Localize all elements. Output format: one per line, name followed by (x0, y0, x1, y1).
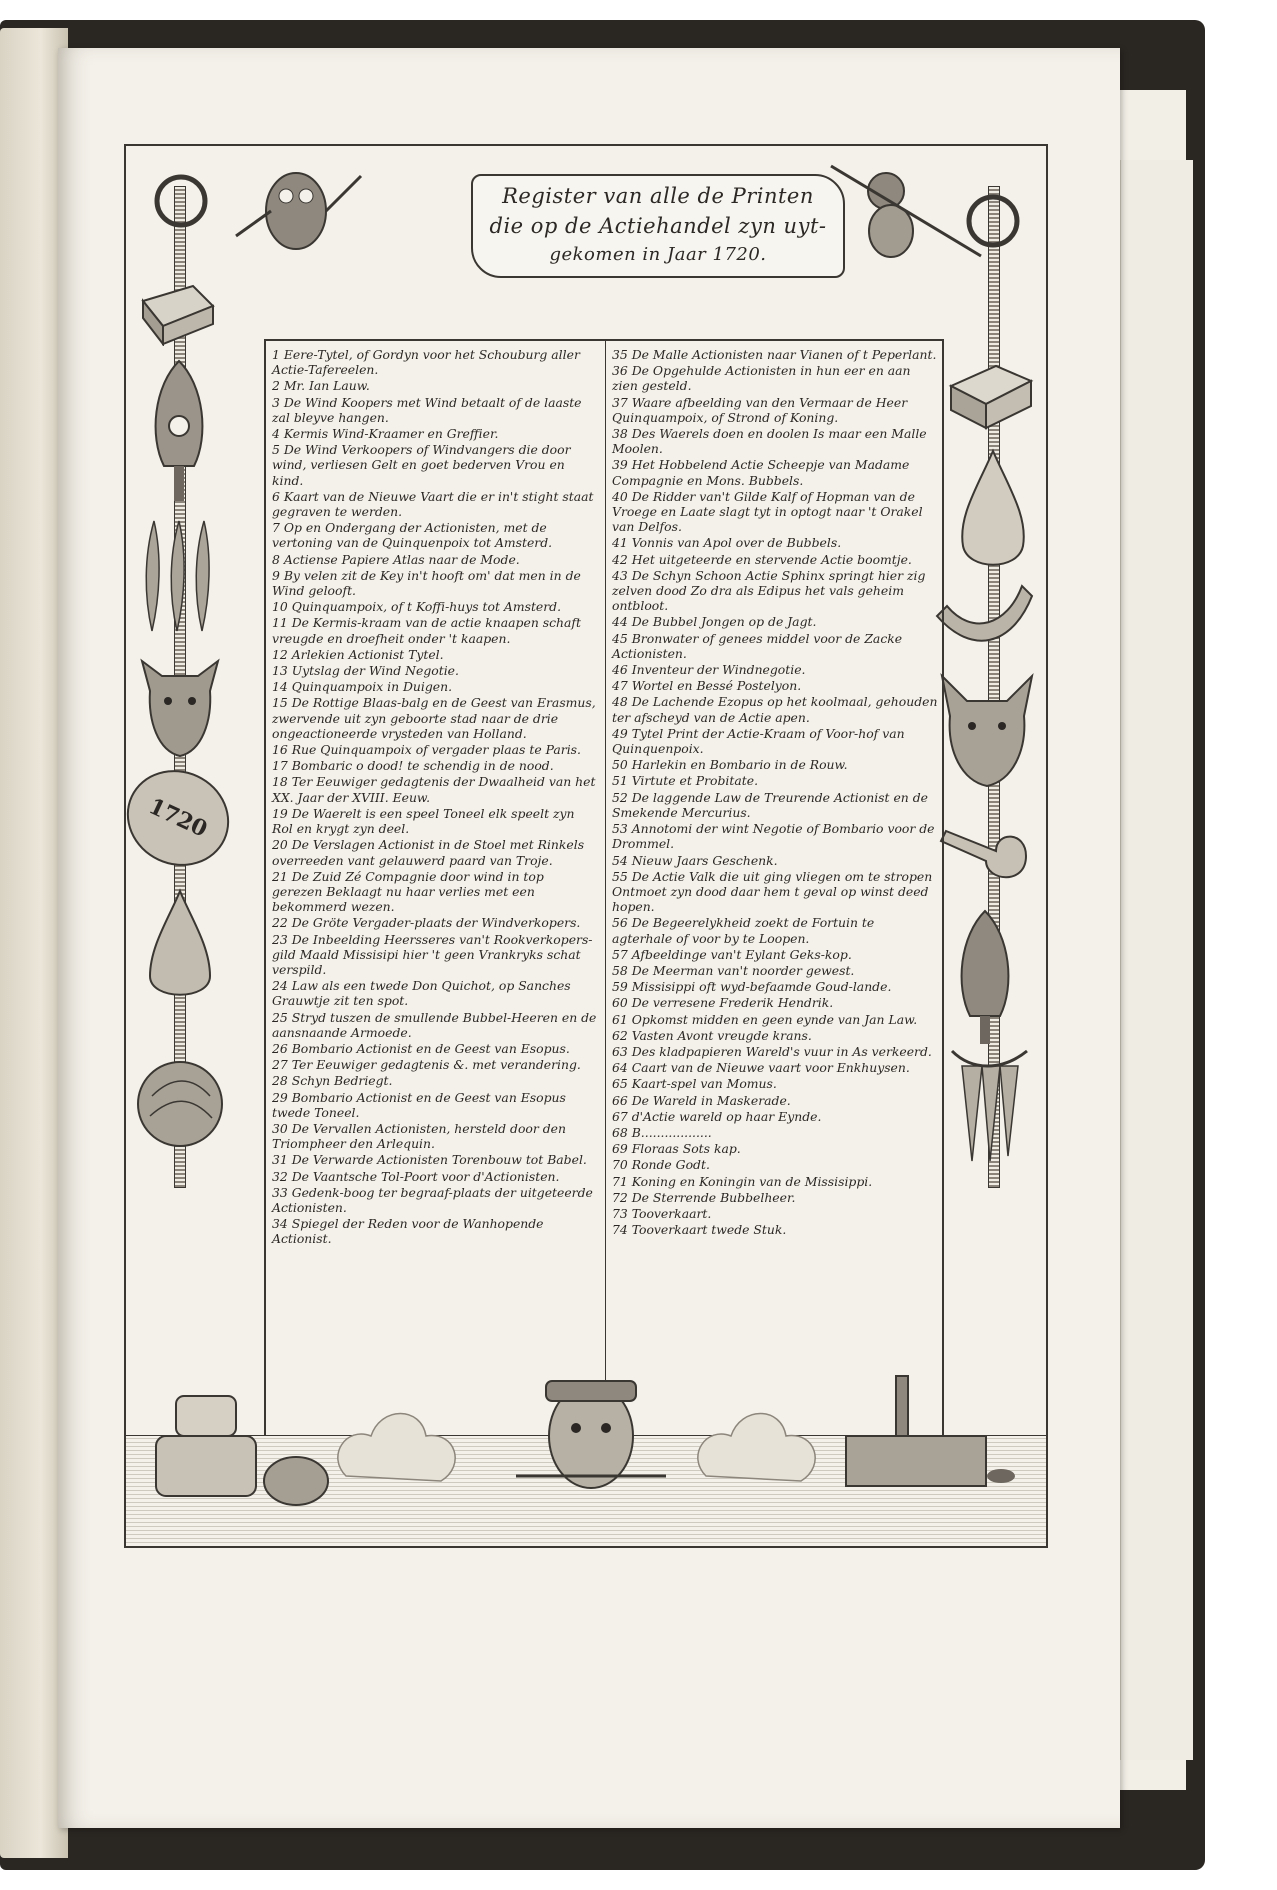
register-entry: 42 Het uitgeteerde en stervende Actie boomtje. (612, 551, 912, 567)
print-register-table (264, 339, 944, 1453)
register-entry: 40 De Ridder van't Gilde Kalf of Hopman van de Vroege en Laate slagt tyt in optogt naar 't Orakel van Delfos. (612, 488, 923, 535)
title-line-1: Register van alle de Printen (502, 184, 814, 208)
register-entry: 25 Stryd tuszen de smullende Bubbel-Heeren en de aansnaande Armoede. (272, 1009, 597, 1040)
register-entry: 47 Wortel en Bessé Postelyon. (612, 678, 802, 694)
register-entry: 10 Quinquampoix, of t Koffi-huys tot Amsterd. (272, 599, 562, 615)
register-entry: 71 Koning en Koningin van de Missisippi. (612, 1173, 873, 1189)
register-entry: 56 De Begeerelykheid zoekt de Fortuin te agterhale of voor by te Loopen. (612, 915, 875, 946)
box-icon (138, 276, 218, 346)
register-entry: 64 Caart van de Nieuwe vaart voor Enkhuysen. (612, 1060, 910, 1076)
register-entry: 17 Bombaric o dood! te schendig in de nood. (272, 758, 554, 774)
register-entry: 33 Gedenk-boog ter begraaf-plaats der uitgeteerde Actionisten. (272, 1184, 593, 1215)
register-entry: 11 De Kermis-kraam van de actie knaapen schaft vreugde en droefheit onder 't kaapen. (272, 615, 581, 646)
register-entry: 13 Uytslag der Wind Negotie. (272, 663, 459, 679)
mousetrap-icon (836, 1366, 1026, 1506)
register-entry: 5 De Wind Verkoopers of Windvangers die door wind, verliesen Gelt en goet bederven Vrou en kind. (272, 442, 571, 488)
register-entry: 6 Kaart van de Nieuwe Vaart die er in't stight staat gegraven te werden. (272, 488, 594, 520)
monkey-icon (826, 156, 986, 266)
medal-date: 1720 (144, 793, 212, 843)
ox-head-icon (132, 651, 228, 761)
register-entry: 24 Law als een twede Don Quichot, op Sanches Grauwtje zit ten spot. (272, 978, 571, 1009)
register-entry: 72 De Sterrende Bubbelheer. (612, 1189, 796, 1205)
register-entry: 73 Tooverkaart. (612, 1205, 712, 1221)
register-entry: 48 De Lachende Ezopus op het koolmaal, gehouden ter afscheyd van de Actie apen. (612, 694, 938, 725)
register-entry: 4 Kermis Wind-Kraamer en Greffier. (272, 426, 499, 442)
ring-icon (146, 166, 216, 236)
register-entry: 30 De Vervallen Actionisten, hersteld door den Triompheer den Arlequin. (272, 1120, 566, 1152)
register-column-left (272, 347, 598, 1248)
title-line-2: die op de Actiehandel zyn uyt- (489, 214, 827, 238)
register-entry: 59 Missisippi oft wyd-befaamde Goud-lande. (612, 979, 892, 995)
register-entry: 61 Opkomst midden en geen eynde van Jan Law. (612, 1011, 918, 1027)
register-entry: 74 Tooverkaart twede Stuk. (612, 1222, 787, 1238)
register-entry: 3 De Wind Koopers met Wind betaalt of de laaste zal bleyve hangen. (272, 394, 582, 425)
register-entry: 50 Harlekin en Bombario in de Rouw. (612, 757, 848, 773)
register-entry: 53 Annotomi der wint Negotie of Bombario voor de Drommel. (612, 821, 935, 852)
register-entry: 38 Des Waerels doen en doolen Is maar een Malle Moolen. (612, 426, 927, 457)
underlying-page-edge (1120, 160, 1193, 1760)
register-entry: 70 Ronde Godt. (612, 1157, 710, 1173)
register-entry: 26 Bombario Actionist en de Geest van Esopus. (272, 1040, 570, 1056)
register-entry: 57 Afbeeldinge van't Eylant Geks-kop. (612, 946, 852, 962)
dated-medal-icon (111, 753, 245, 882)
register-entry: 41 Vonnis van Apol over de Bubbels. (612, 535, 842, 551)
register-entry: 18 Ter Eeuwiger gedagtenis der Dwaalheid van het XX. Jaar der XVIII. Eeuw. (272, 774, 596, 805)
pipe-icon (936, 811, 1036, 891)
register-entry: 69 Floraas Sots kap. (612, 1141, 741, 1157)
register-entry: 39 Het Hobbelend Actie Scheepje van Madame Compagnie en Mons. Bubbels. (612, 457, 910, 488)
register-entry: 66 De Wareld in Maskerade. (612, 1092, 791, 1108)
register-entry: 35 De Malle Actionisten naar Vianen of t Peperlant. (612, 347, 937, 362)
engraving-frame (124, 144, 1048, 1548)
register-entry: 12 Arlekien Actionist Tytel. (272, 646, 444, 662)
register-entry: 14 Quinquampoix in Duigen. (272, 679, 453, 695)
register-entry: 21 De Zuid Zé Compagnie door wind in top gerezen Beklaagt nu haar verlies met een bekommerd wezen. (272, 868, 544, 915)
owl-icon (226, 156, 366, 256)
pig-head-icon (932, 671, 1042, 791)
register-entry: 1 Eere-Tytel, of Gordyn voor het Schouburg aller Actie-Tafereelen. (272, 347, 580, 378)
register-entry: 54 Nieuw Jaars Geschenk. (612, 852, 778, 868)
register-entry: 62 Vasten Avont vreugde krans. (612, 1027, 812, 1043)
register-entry: 20 De Verslagen Actionist in de Stoel met Rinkels overreeden vant gelauwerd paard van Troje. (272, 837, 585, 868)
register-entry: 23 De Inbeelding Heersseres van't Rookverkopers-gild Maald Missisipi hier 't geen Vrankryks schat verspild. (272, 931, 593, 977)
register-entry: 58 De Meerman van't noorder gewest. (612, 962, 855, 978)
register-entry: 37 Waare afbeelding van den Vermaar de Heer Quinquampoix, of Strond of Koning. (612, 394, 908, 425)
register-entry: 31 De Verwarde Actionisten Torenbouw tot Babel. (272, 1152, 587, 1168)
register-entry: 46 Inventeur der Windnegotie. (612, 662, 806, 678)
pear-icon (140, 886, 220, 1016)
register-entry: 19 De Waerelt is een speel Toneel elk speelt zyn Rol en krygt zyn deel. (272, 805, 575, 837)
register-entry: 27 Ter Eeuwiger gedagtenis &. met verandering. (272, 1057, 581, 1073)
register-entry: 51 Virtute et Probitate. (612, 773, 759, 789)
register-entry: 55 De Actie Valk die uit ging vliegen om te stropen Ontmoet zyn dood daar hem t geval op winst deed hopen. (612, 868, 933, 915)
smoke-cloud-icon (326, 1396, 466, 1506)
bladder-icon (948, 446, 1038, 576)
register-entry: 67 d'Actie wareld op haar Eynde. (612, 1108, 822, 1124)
register-entry: 22 De Gröte Vergader-plaats der Windverkopers. (272, 915, 581, 931)
carrots-icon (932, 1046, 1042, 1166)
cheese-icon (146, 1386, 336, 1516)
register-entry: 49 Tytel Print der Actie-Kraam of Voor-hof van Quinquenpoix. (612, 725, 905, 757)
title-line-3: gekomen in Jaar 1720. (549, 244, 767, 265)
register-entry: 45 Bronwater of genees middel voor de Zacke Actionisten. (612, 630, 903, 661)
bearded-head-icon (516, 1376, 666, 1506)
register-entry: 65 Kaart-spel van Momus. (612, 1076, 777, 1092)
bellows-icon (144, 356, 214, 506)
register-column-right (612, 347, 938, 1238)
smoke-cloud-icon-right (686, 1396, 826, 1506)
register-entry: 2 Mr. Ian Lauw. (272, 378, 370, 394)
register-entry: 63 Des kladpapieren Wareld's vuur in As verkeerd. (612, 1043, 932, 1059)
title-cartouche (471, 174, 845, 278)
register-entry: 36 De Opgehulde Actionisten in hun eer en aan zien gesteld. (612, 363, 911, 394)
register-entry: 43 De Schyn Schoon Actie Sphinx springt hier zig zelven dood Zo dra als Edipus het vals geheim ontbloot. (612, 567, 926, 614)
register-entry: 34 Spiegel der Reden voor de Wanhopende Actionist. (272, 1216, 544, 1247)
cabbage-icon (132, 1056, 228, 1152)
register-entry: 32 De Vaantsche Tol-Poort voor d'Actionisten. (272, 1168, 560, 1184)
register-entry: 7 Op en Ondergang der Actionisten, met de vertoning van de Quinquenpoix tot Amsterd. (272, 520, 553, 551)
register-entry: 15 De Rottige Blaas-balg en de Geest van Erasmus, zwervende uit zyn geboorte stad naar de drie ongeactioneerde vrysteden van Holland. (272, 695, 596, 741)
register-entry: 52 De laggende Law de Treurende Actionist en de Smekende Mercurius. (612, 789, 928, 820)
register-entry: 28 Schyn Bedriegt. (272, 1073, 393, 1089)
dice-box-icon (946, 356, 1036, 436)
engraved-plate-page (58, 48, 1120, 1828)
register-entry: 44 De Bubbel Jongen op de Jagt. (612, 614, 817, 630)
register-entry: 9 By velen zit de Key in't hooft om' dat men in de Wind gelooft. (272, 567, 581, 599)
register-entry: 8 Actiense Papiere Atlas naar de Mode. (272, 551, 520, 567)
register-entry: 16 Rue Quinquampoix of vergader plaas te Paris. (272, 742, 581, 758)
bellows-icon-right (950, 906, 1020, 1046)
register-entry: 60 De verresene Frederik Hendrik. (612, 995, 834, 1011)
horn-icon (932, 576, 1042, 666)
register-entry: 68 B.................. (612, 1124, 712, 1140)
register-entry: 29 Bombario Actionist en de Geest van Esopus twede Toneel. (272, 1089, 566, 1120)
fish-icon (134, 516, 224, 636)
